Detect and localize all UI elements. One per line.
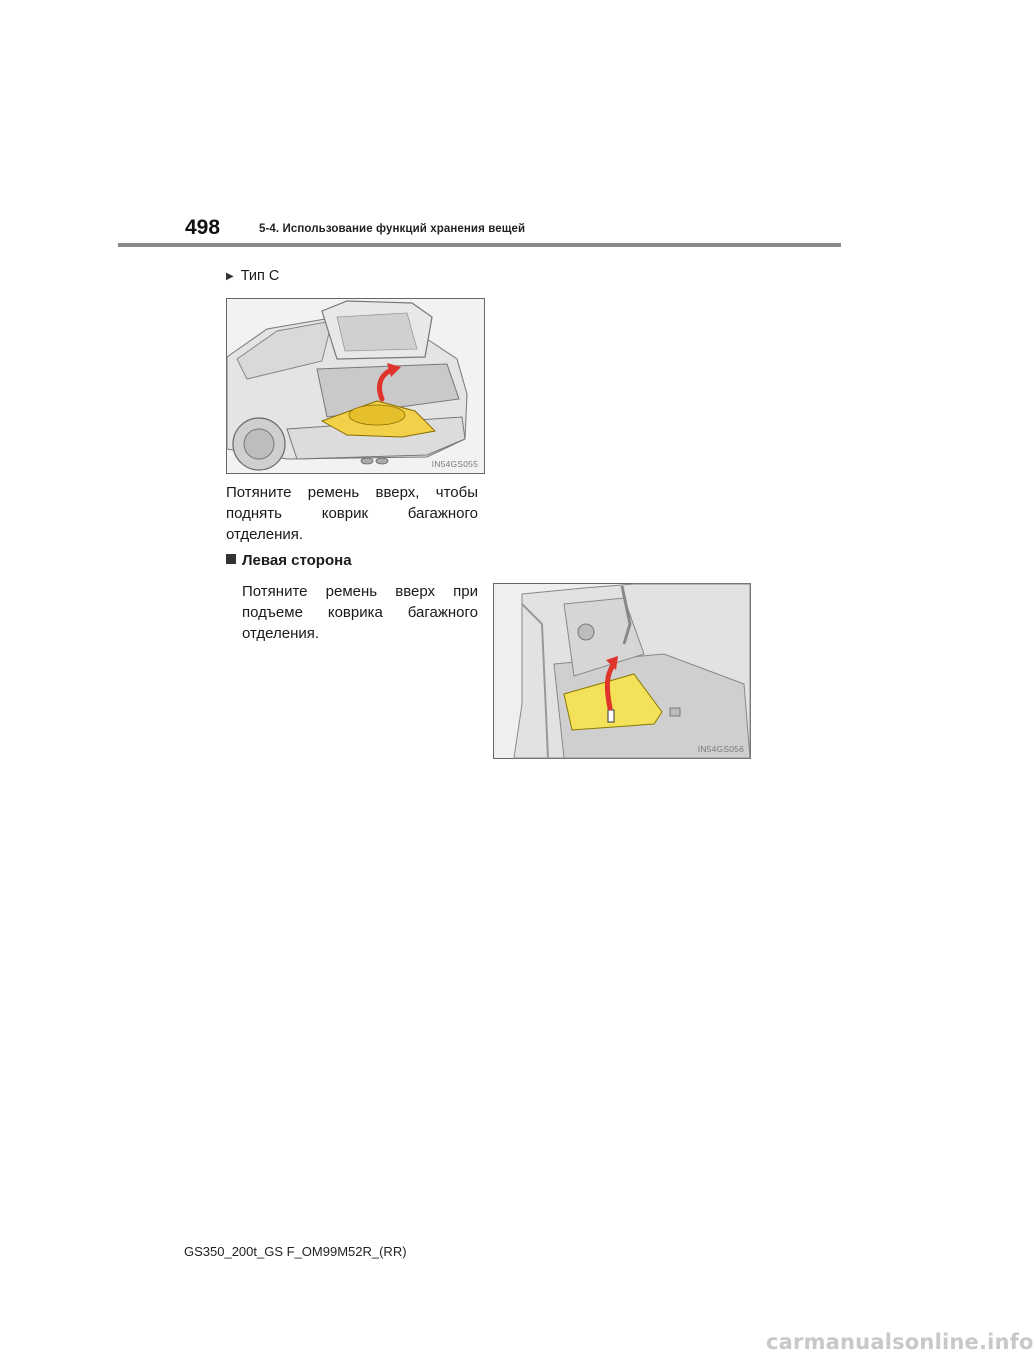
watermark: [760, 1308, 1034, 1358]
car-trunk-illustration: [227, 299, 484, 473]
left-side-heading: [226, 552, 352, 569]
footer-model-code: GS350_200t_GS F_OM99M52R_(RR): [184, 1244, 407, 1259]
type-c-label: [226, 268, 279, 284]
figure-code: IN54GS056: [697, 744, 744, 754]
triangle-bullet-icon: ▶: [226, 271, 234, 282]
watermark-text: carmanualsonline.info: [766, 1330, 1034, 1354]
square-bullet-icon: [226, 554, 236, 564]
figure-code: IN54GS055: [431, 459, 478, 469]
left-side-heading-text: Левая сторона: [242, 552, 352, 569]
figure-trunk-left-side: [493, 583, 751, 759]
left-side-instruction: Потяните ремень вверх при подъеме коврика багажного отделения.: [242, 583, 478, 642]
figure-trunk-type-c: [226, 298, 485, 474]
type-c-label-text: Тип С: [240, 268, 280, 284]
section-title: 5-4. Использование функций хранения вещей: [259, 223, 526, 235]
type-c-instruction: Потяните ремень вверх, чтобы поднять коврик багажного отделения.: [226, 484, 478, 543]
header-rule: [118, 243, 841, 247]
page-number: 498: [185, 216, 221, 239]
trunk-left-side-illustration: [494, 584, 750, 758]
